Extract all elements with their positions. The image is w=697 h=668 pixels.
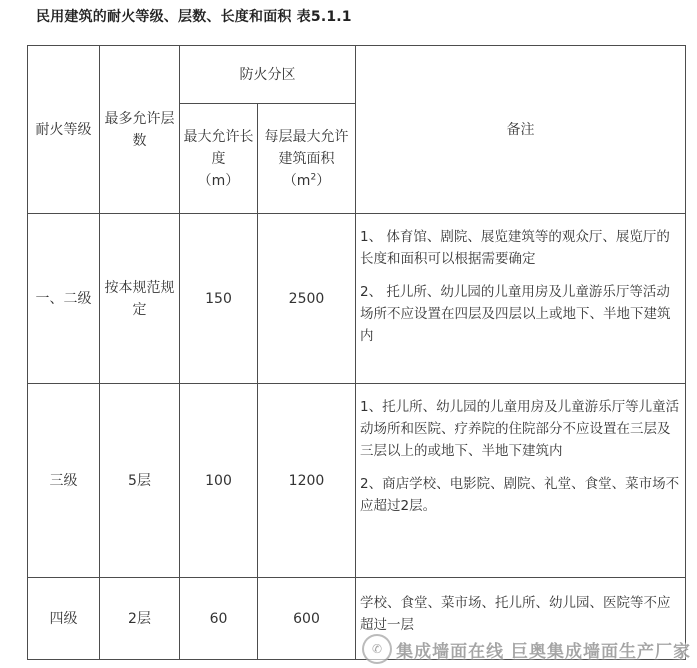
cell-notes [356, 384, 686, 578]
table-row [28, 214, 686, 384]
header-grade: 耐火等级 [28, 46, 100, 214]
table-row [28, 384, 686, 578]
header-max-length-unit: （m） [197, 172, 240, 189]
cell-floors: 按本规范规定 [100, 214, 180, 384]
area-unit-suffix: ） [316, 172, 331, 189]
header-max-length-label: 最大允许长度 [183, 128, 254, 167]
cell-grade: 三级 [28, 384, 100, 578]
header-max-area-unit [260, 170, 353, 192]
cell-area: 600 [258, 578, 356, 660]
watermark [362, 634, 691, 664]
header-max-area [258, 104, 356, 214]
header-notes: 备注 [356, 46, 686, 214]
cell-grade: 四级 [28, 578, 100, 660]
header-floors: 最多允许层数 [100, 46, 180, 214]
header-fire-zone: 防火分区 [180, 46, 356, 104]
cell-length: 150 [180, 214, 258, 384]
cell-notes [356, 214, 686, 384]
header-row-1 [28, 46, 686, 104]
cell-length: 60 [180, 578, 258, 660]
header-max-length [180, 104, 258, 214]
area-unit-prefix: （m [282, 172, 311, 189]
fire-rating-table [27, 45, 686, 660]
table-title: 民用建筑的耐火等级、层数、长度和面积 表5.1.1 [36, 9, 352, 25]
watermark-text: 集成墙面在线 巨奥集成墙面生产厂家 [396, 641, 691, 662]
cell-floors: 5层 [100, 384, 180, 578]
area-unit-sup: 2 [310, 171, 317, 182]
cell-length: 100 [180, 384, 258, 578]
note-item: 2、商店学校、电影院、剧院、礼堂、食堂、菜市场不应超过2层。 [360, 476, 680, 514]
note-item: 2、 托儿所、幼儿园的儿童用房及儿童游乐厅等活动场所不应设置在四层及四层以上或地下、半地下建筑内 [360, 284, 671, 344]
cell-area: 1200 [258, 384, 356, 578]
note-item: 学校、食堂、菜市场、托儿所、幼儿园、医院等不应超过一层 [360, 595, 671, 633]
note-item: 1、 体育馆、剧院、展览建筑等的观众厅、展览厅的长度和面积可以根据需要确定 [360, 229, 670, 267]
header-max-area-label: 每层最大允许建筑面积 [264, 128, 349, 167]
cell-floors: 2层 [100, 578, 180, 660]
cell-area: 2500 [258, 214, 356, 384]
cell-grade: 一、二级 [28, 214, 100, 384]
wechat-icon: ✆ [362, 634, 392, 664]
note-item: 1、托儿所、幼儿园的儿童用房及儿童游乐厅等儿童活动场所和医院、疗养院的住院部分不应设置在三层及三层以上的或地下、半地下建筑内 [360, 399, 680, 459]
